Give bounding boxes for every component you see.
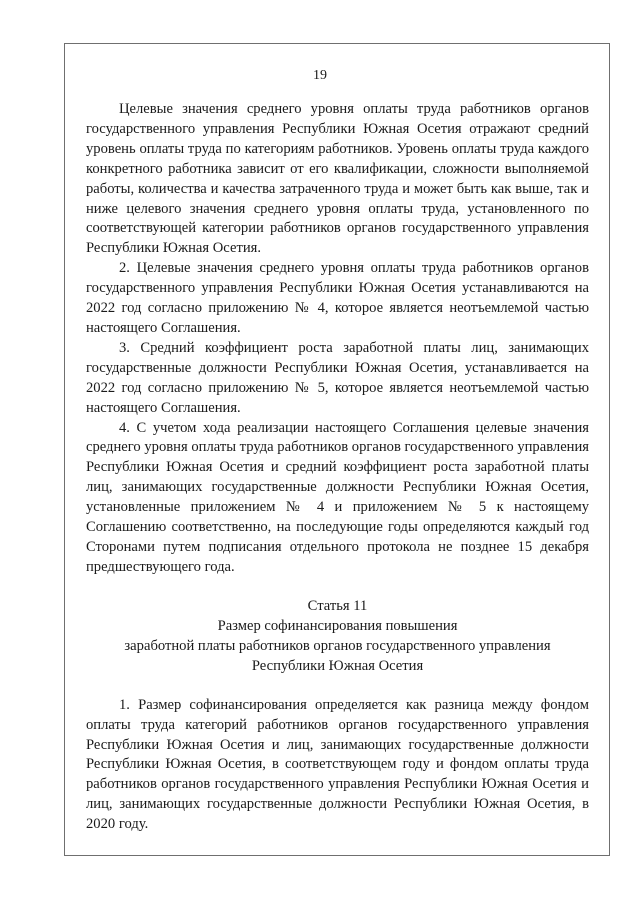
article-title-line-1: Размер софинансирования повышения — [217, 617, 458, 634]
page-number: 19 — [313, 68, 327, 83]
paragraph-item-3: 3. Средний коэффициент роста заработной платы лиц, занимающих государственные должности Республики Южная Осетия, устанавливается на 2022 год согласно приложению № 5, которое является неотъемлемой частью настоящего Соглашения. — [86, 339, 589, 416]
article-title-line-3: Республики Южная Осетия — [251, 657, 424, 674]
paragraph-cofinancing-item-1: 1. Размер софинансирования определяется как разница между фондом оплаты труда категорий работников органов государственного управления Республики Южная Осетия и лиц, занимающих государственные должности Республики Южная Осетия, в соответствующем году и фондом оплаты труда работников органов государственного управления Республики Южная Осетия и лиц, занимающих государственные должности Республики Южная Осетия, в 2020 году. — [86, 696, 589, 833]
article-heading — [86, 596, 589, 676]
document-body — [86, 100, 589, 835]
article-title-line-2: заработной платы работников органов государственного управления — [124, 637, 551, 654]
paragraph-target-values: Целевые значения среднего уровня оплаты труда работников органов государственного управления Республики Южная Осетия отражают средний уровень оплаты труда по категориям работников. Уровень оплаты труда каждого конкретного работника зависит от его квалификации, сложности выполняемой работы, количества и качества затраченного труда и может быть как выше, так и ниже целевого значения среднего уровня оплаты труда, установленного по соответствующей категории работников органов государственного управления Республики Южная Осетия. — [86, 101, 589, 257]
paragraph-item-2: 2. Целевые значения среднего уровня оплаты труда работников органов государственного управления Республики Южная Осетия устанавливаются на 2022 год согласно приложению № 4, которое является неотъемлемой частью настоящего Соглашения. — [86, 260, 589, 336]
paragraph-item-4: 4. С учетом хода реализации настоящего Соглашения целевые значения среднего уровня оплаты труда работников органов государственного управления Республики Южная Осетия и средний коэффициент роста заработной платы лиц, занимающих государственные должности Республики Южная Осетия, установленные приложением № 4 и приложением № 5 к настоящему Соглашению соответственно, на последующие годы определяются каждый год Сторонами путем подписания отдельного протокола не позднее 15 декабря предшествующего года. — [86, 419, 589, 575]
article-number: Статья 11 — [307, 597, 368, 614]
